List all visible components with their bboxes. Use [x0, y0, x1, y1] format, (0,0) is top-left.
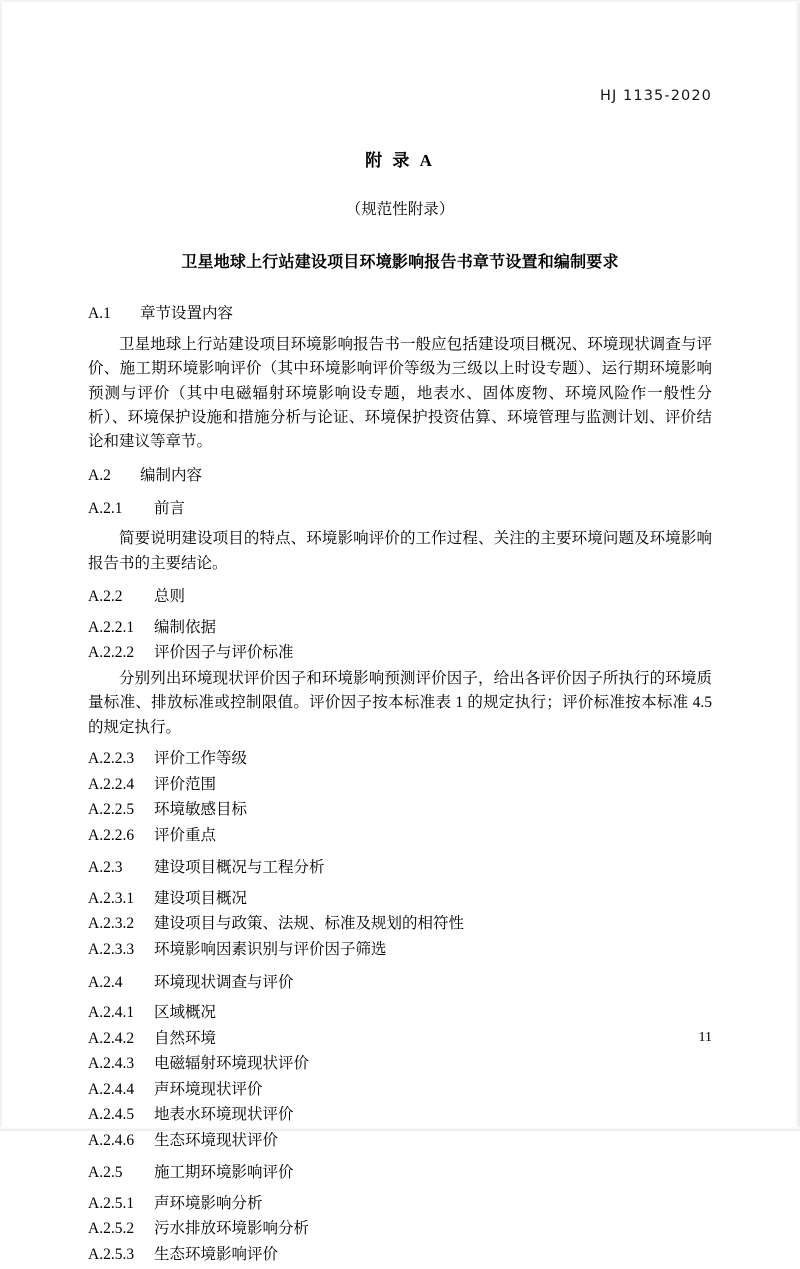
section-label: 评价工作等级	[154, 750, 248, 768]
section-heading-A-2-2-5	[88, 798, 712, 822]
section-label: 自然环境	[154, 1029, 217, 1047]
section-heading-A-2-3-2	[88, 912, 712, 936]
section-heading-A-2-5-1	[88, 1192, 712, 1216]
section-heading-A-2-5-3	[88, 1243, 712, 1267]
section-list	[88, 302, 712, 1267]
section-number: A.2.3	[88, 859, 123, 877]
section-number: A.2.3.2	[88, 915, 135, 933]
section-heading-A-2-3	[88, 856, 712, 880]
section-label: 评价因子与评价标准	[154, 644, 294, 662]
section-label: 电磁辐射环境现状评价	[154, 1055, 310, 1073]
section-number: A.2.5.2	[88, 1220, 135, 1238]
section-label: 评价范围	[154, 775, 217, 793]
scan-edge-left	[0, 0, 3, 1131]
section-label: 编制内容	[140, 466, 203, 484]
annex-subtitle: （规范性附录）	[345, 201, 455, 218]
section-number: A.2.4.3	[88, 1055, 135, 1073]
section-number: A.1	[88, 305, 111, 322]
section-number: A.2.4.4	[88, 1080, 135, 1098]
annex-heading: 卫星地球上行站建设项目环境影响报告书章节设置和编制要求	[181, 254, 619, 271]
section-number: A.2.2.5	[88, 801, 135, 819]
section-heading-A-2-4-6	[88, 1129, 712, 1153]
section-number: A.2.3.3	[88, 940, 135, 958]
section-heading-A-2-5-2	[88, 1217, 712, 1241]
section-number: A.2.4.1	[88, 1004, 135, 1022]
annex-title: 附 录 A	[365, 151, 435, 170]
section-label: 声环境现状评价	[154, 1080, 263, 1098]
section-label: 生态环境影响评价	[154, 1245, 279, 1263]
section-label: 建设项目概况	[154, 889, 248, 907]
section-label: 建设项目概况与工程分析	[154, 859, 325, 877]
section-number: A.2.1	[88, 499, 123, 517]
section-number: A.2.5.3	[88, 1245, 135, 1263]
section-heading-A-2-2-4	[88, 773, 712, 797]
document-body	[88, 146, 712, 1269]
section-label: 区域概况	[154, 1004, 217, 1022]
section-number: A.2.5.1	[88, 1194, 135, 1212]
section-label: 环境敏感目标	[154, 801, 248, 819]
section-heading-A-2-2-3	[88, 747, 712, 771]
section-label: 前言	[154, 499, 186, 517]
section-heading-A-2-4-1	[88, 1001, 712, 1025]
section-label: 地表水环境现状评价	[154, 1106, 294, 1124]
section-heading-A-2-2-1	[88, 616, 712, 640]
section-label: 声环境影响分析	[154, 1194, 263, 1212]
section-number: A.2.2	[88, 588, 123, 606]
section-label: 施工期环境影响评价	[154, 1164, 294, 1182]
section-label: 章节设置内容	[140, 305, 234, 322]
section-number: A.2.4	[88, 973, 123, 991]
page-number: 11	[698, 1030, 712, 1045]
section-heading-A-2-3-3	[88, 938, 712, 962]
section-heading-A-2-4	[88, 971, 712, 995]
section-heading-A-2-2	[88, 585, 712, 609]
section-heading-A-2-4-5	[88, 1103, 712, 1127]
section-label: 编制依据	[154, 618, 217, 636]
section-heading-A-2-3-1	[88, 887, 712, 911]
section-heading-A-2-2-2	[88, 641, 712, 665]
scan-edge-right	[795, 0, 800, 1131]
section-number: A.2.4.5	[88, 1106, 135, 1124]
scan-edge-top	[0, 0, 800, 3]
section-heading-A-2	[88, 464, 712, 488]
section-heading-A-2-4-4	[88, 1078, 712, 1102]
section-label: 环境现状调查与评价	[154, 973, 294, 991]
section-number: A.2.2.2	[88, 644, 135, 662]
section-number: A.2.2.1	[88, 618, 135, 636]
section-number: A.2.2.4	[88, 775, 135, 793]
section-heading-A-1	[88, 302, 712, 326]
body-paragraph: 卫星地球上行站建设项目环境影响报告书一般应包括建设项目概况、环境现状调查与评价、施工期环境影响评价（其中环境影响评价等级为三级以上时设专题）、运行期环境影响预测与评价（其中电磁辐射环境影响设专题，地表水、固体废物、环境风险作一般性分析）、环境保护设施和措施分析与论证、环境保护投资估算、环境管理与监测计划、评价结论和建议等章节。	[88, 335, 712, 451]
section-heading-A-2-5	[88, 1161, 712, 1185]
section-heading-A-2-2-6	[88, 824, 712, 848]
section-number: A.2.4.6	[88, 1131, 135, 1149]
body-paragraph: 简要说明建设项目的特点、环境影响评价的工作过程、关注的主要环境问题及环境影响报告书的主要结论。	[88, 530, 712, 572]
body-paragraph: 分别列出环境现状评价因子和环境影响预测评价因子，给出各评价因子所执行的环境质量标准、排放标准或控制限值。评价因子按本标准表 1 的规定执行；评价标准按本标准 4.5 的规定执行。	[88, 669, 712, 736]
section-number: A.2.5	[88, 1164, 123, 1182]
section-heading-A-2-4-3	[88, 1052, 712, 1076]
section-label: 生态环境现状评价	[154, 1131, 279, 1149]
section-label: 环境影响因素识别与评价因子筛选	[154, 940, 387, 958]
section-number: A.2.3.1	[88, 889, 135, 907]
section-label: 污水排放环境影响分析	[154, 1220, 310, 1238]
section-label: 建设项目与政策、法规、标准及规划的相符性	[154, 915, 465, 933]
section-number: A.2.4.2	[88, 1029, 135, 1047]
section-number: A.2	[88, 466, 111, 484]
section-heading-A-2-4-2	[88, 1027, 712, 1051]
section-number: A.2.2.6	[88, 826, 135, 844]
running-head-standard-code: HJ 1135-2020	[599, 88, 712, 104]
section-heading-A-2-1	[88, 497, 712, 521]
section-label: 总则	[154, 588, 186, 606]
section-label: 评价重点	[154, 826, 217, 844]
section-number: A.2.2.3	[88, 750, 135, 768]
